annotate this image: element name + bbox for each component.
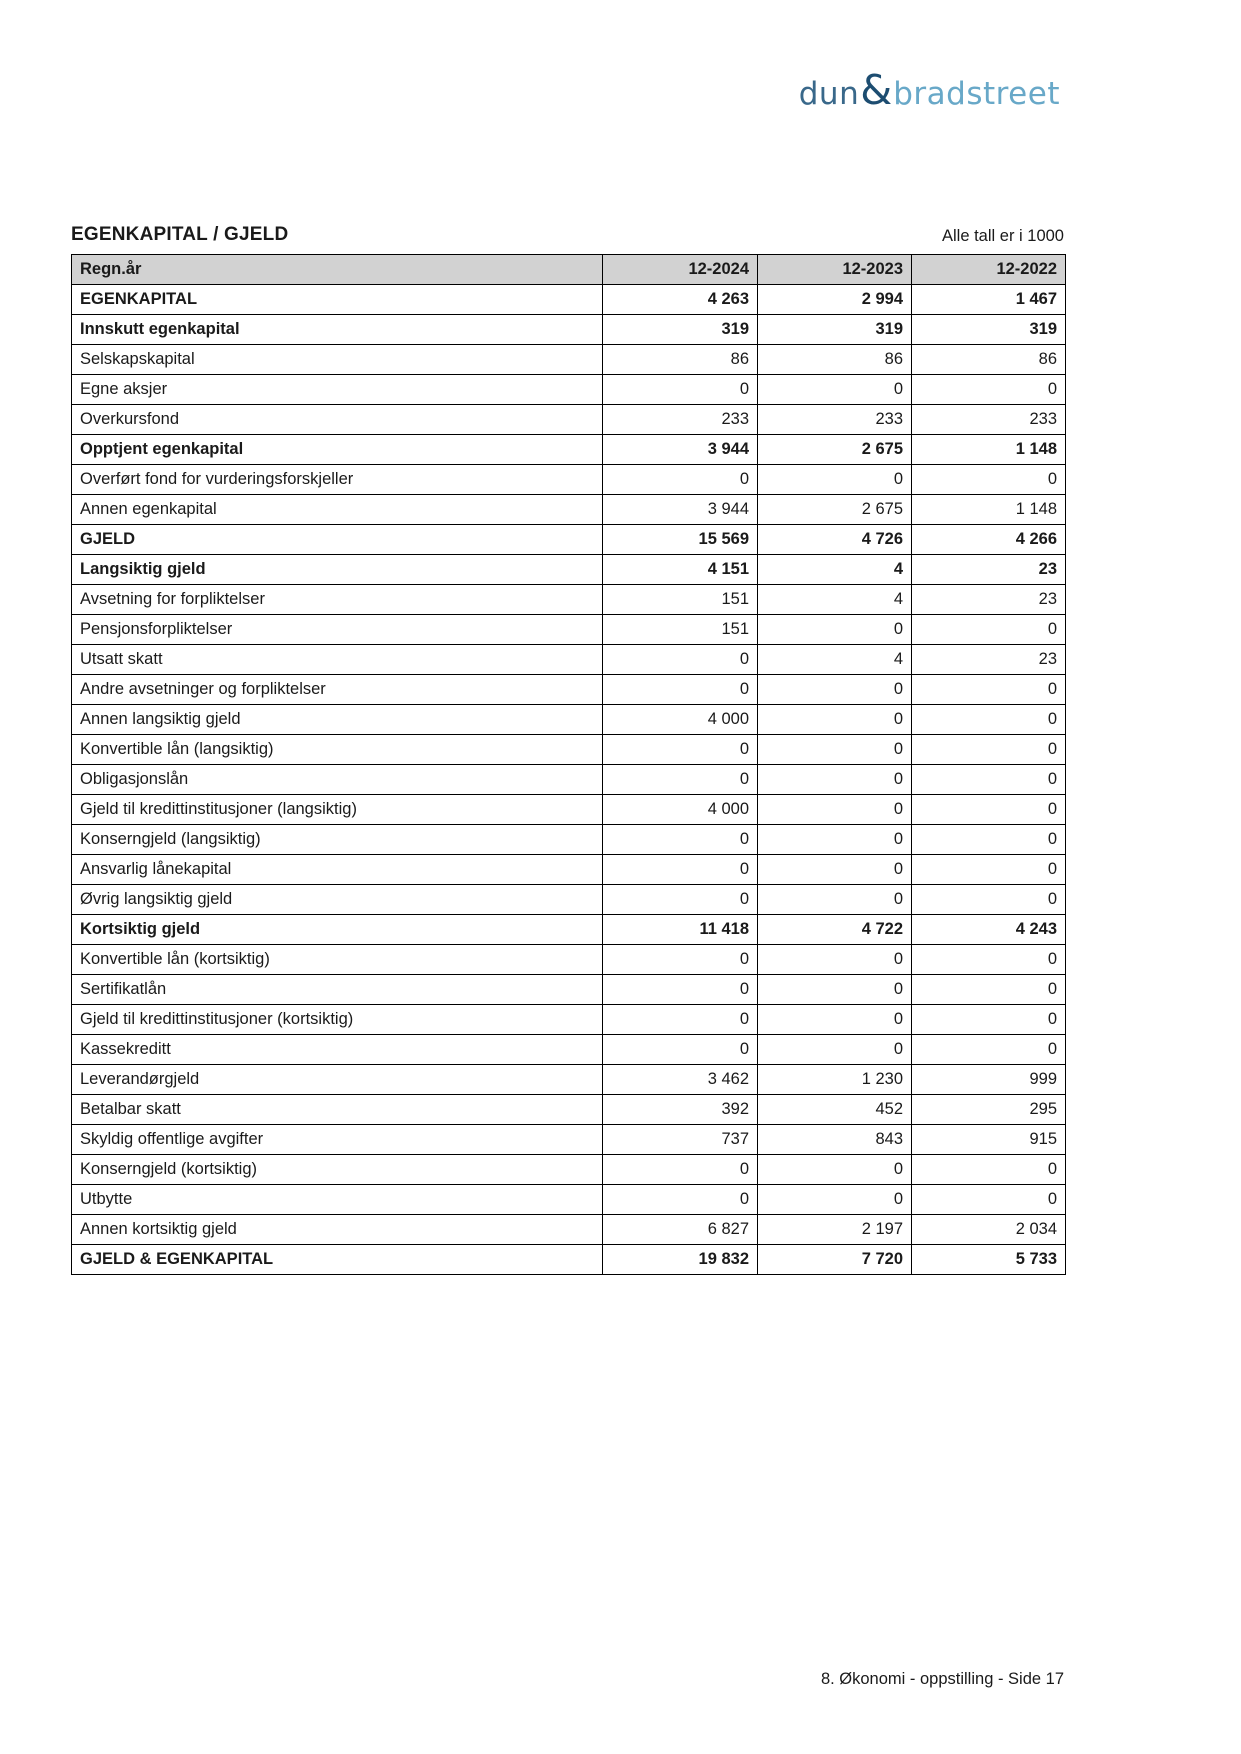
value-cell: 0: [758, 765, 912, 795]
value-cell: 0: [603, 885, 758, 915]
value-cell: 0: [603, 645, 758, 675]
dun-and-bradstreet-logo: [798, 66, 1060, 114]
value-cell: 4 266: [912, 525, 1066, 555]
table-row: [72, 825, 1066, 855]
table-row: [72, 975, 1066, 1005]
row-label-cell: Annen langsiktig gjeld: [72, 705, 603, 735]
value-cell: 3 944: [603, 435, 758, 465]
table-row: [72, 885, 1066, 915]
value-cell: 23: [912, 645, 1066, 675]
year-column-header-2022: 12-2022: [912, 255, 1066, 285]
value-cell: 0: [758, 735, 912, 765]
year-column-header-2023: 12-2023: [758, 255, 912, 285]
value-cell: 0: [603, 765, 758, 795]
value-cell: 11 418: [603, 915, 758, 945]
value-cell: 2 675: [758, 495, 912, 525]
logo-text-bradstreet: bradstreet: [893, 76, 1060, 112]
row-label-cell: Utbytte: [72, 1185, 603, 1215]
value-cell: 3 944: [603, 495, 758, 525]
value-cell: 23: [912, 555, 1066, 585]
value-cell: 0: [603, 855, 758, 885]
row-label-cell: EGENKAPITAL: [72, 285, 603, 315]
table-row: [72, 495, 1066, 525]
row-label-cell: Leverandørgjeld: [72, 1065, 603, 1095]
value-cell: 0: [912, 375, 1066, 405]
value-cell: 4 263: [603, 285, 758, 315]
value-cell: 86: [758, 345, 912, 375]
value-cell: 6 827: [603, 1215, 758, 1245]
value-cell: 0: [603, 1185, 758, 1215]
table-row: [72, 645, 1066, 675]
row-label-cell: Skyldig offentlige avgifter: [72, 1125, 603, 1155]
value-cell: 0: [912, 1155, 1066, 1185]
value-cell: 0: [912, 705, 1066, 735]
value-cell: 1 230: [758, 1065, 912, 1095]
table-row: [72, 345, 1066, 375]
page-footer: 8. Økonomi - oppstilling - Side 17: [820, 1670, 1064, 1688]
value-cell: 4 151: [603, 555, 758, 585]
value-cell: 0: [603, 975, 758, 1005]
value-cell: 0: [758, 975, 912, 1005]
value-cell: 2 675: [758, 435, 912, 465]
value-cell: 843: [758, 1125, 912, 1155]
value-cell: 2 197: [758, 1215, 912, 1245]
table-row: [72, 945, 1066, 975]
value-cell: 0: [912, 675, 1066, 705]
value-cell: 86: [912, 345, 1066, 375]
value-cell: 0: [912, 975, 1066, 1005]
value-cell: 319: [758, 315, 912, 345]
value-cell: 0: [912, 615, 1066, 645]
value-cell: 0: [912, 1035, 1066, 1065]
value-cell: 2 034: [912, 1215, 1066, 1245]
value-cell: 452: [758, 1095, 912, 1125]
row-label-cell: Obligasjonslån: [72, 765, 603, 795]
value-cell: 295: [912, 1095, 1066, 1125]
value-cell: 151: [603, 585, 758, 615]
value-cell: 3 462: [603, 1065, 758, 1095]
value-cell: 0: [912, 1005, 1066, 1035]
value-cell: 4 726: [758, 525, 912, 555]
value-cell: 4 722: [758, 915, 912, 945]
value-cell: 0: [758, 1005, 912, 1035]
logo-text-dun: dun: [798, 76, 860, 112]
table-row: [72, 1215, 1066, 1245]
value-cell: 737: [603, 1125, 758, 1155]
value-cell: 0: [758, 375, 912, 405]
value-cell: 233: [758, 405, 912, 435]
row-label-cell: Øvrig langsiktig gjeld: [72, 885, 603, 915]
value-cell: 319: [912, 315, 1066, 345]
value-cell: 0: [603, 825, 758, 855]
row-label-cell: Andre avsetninger og forpliktelser: [72, 675, 603, 705]
value-cell: 0: [912, 735, 1066, 765]
row-label-cell: Konserngjeld (langsiktig): [72, 825, 603, 855]
table-row: [72, 1005, 1066, 1035]
value-cell: 0: [603, 375, 758, 405]
value-cell: 23: [912, 585, 1066, 615]
table-row: [72, 855, 1066, 885]
value-cell: 1 148: [912, 495, 1066, 525]
row-label-cell: Sertifikatlån: [72, 975, 603, 1005]
value-cell: 1 467: [912, 285, 1066, 315]
value-cell: 4: [758, 555, 912, 585]
table-row: [72, 795, 1066, 825]
value-cell: 4: [758, 645, 912, 675]
table-row: [72, 915, 1066, 945]
balance-sheet-table: [71, 254, 1066, 1275]
row-label-cell: Innskutt egenkapital: [72, 315, 603, 345]
value-cell: 319: [603, 315, 758, 345]
row-label-cell: GJELD & EGENKAPITAL: [72, 1245, 603, 1275]
value-cell: 0: [758, 1155, 912, 1185]
value-cell: 0: [603, 675, 758, 705]
value-cell: 0: [603, 1155, 758, 1185]
value-cell: 0: [758, 885, 912, 915]
table-row: [72, 525, 1066, 555]
value-cell: 0: [912, 795, 1066, 825]
value-cell: 0: [758, 675, 912, 705]
value-cell: 392: [603, 1095, 758, 1125]
value-cell: 19 832: [603, 1245, 758, 1275]
row-label-cell: Konvertible lån (kortsiktig): [72, 945, 603, 975]
value-cell: 0: [758, 945, 912, 975]
page-title: EGENKAPITAL / GJELD: [71, 224, 289, 245]
value-cell: 0: [603, 1035, 758, 1065]
value-cell: 0: [912, 855, 1066, 885]
table-row: [72, 465, 1066, 495]
row-label-cell: GJELD: [72, 525, 603, 555]
value-cell: 0: [912, 885, 1066, 915]
value-cell: 4 000: [603, 705, 758, 735]
value-cell: 0: [603, 1005, 758, 1035]
table-row: [72, 585, 1066, 615]
value-cell: 0: [758, 465, 912, 495]
value-cell: 0: [912, 765, 1066, 795]
table-row: [72, 315, 1066, 345]
table-row: [72, 675, 1066, 705]
value-cell: 0: [912, 1185, 1066, 1215]
value-cell: 0: [758, 705, 912, 735]
table-row: [72, 1125, 1066, 1155]
value-cell: 86: [603, 345, 758, 375]
value-cell: 2 994: [758, 285, 912, 315]
value-cell: 0: [912, 465, 1066, 495]
value-cell: 4 000: [603, 795, 758, 825]
value-cell: 233: [603, 405, 758, 435]
table-row: [72, 555, 1066, 585]
table-row: [72, 1155, 1066, 1185]
table-row: [72, 1185, 1066, 1215]
table-row: [72, 1035, 1066, 1065]
table-row: [72, 1095, 1066, 1125]
table-row: [72, 735, 1066, 765]
row-label-cell: Gjeld til kredittinstitusjoner (kortsiktig): [72, 1005, 603, 1035]
value-cell: 999: [912, 1065, 1066, 1095]
table-header-row: [72, 255, 1066, 285]
row-label-cell: Opptjent egenkapital: [72, 435, 603, 465]
table-row: [72, 285, 1066, 315]
row-label-cell: Ansvarlig lånekapital: [72, 855, 603, 885]
table-row: [72, 375, 1066, 405]
table-body: [72, 285, 1066, 1275]
table-row: [72, 615, 1066, 645]
value-cell: 4: [758, 585, 912, 615]
year-column-header-2024: 12-2024: [603, 255, 758, 285]
value-cell: 0: [758, 825, 912, 855]
table-row: [72, 1065, 1066, 1095]
row-label-cell: Egne aksjer: [72, 375, 603, 405]
value-cell: 0: [758, 1035, 912, 1065]
logo-ampersand-icon: &: [860, 66, 893, 114]
value-cell: 15 569: [603, 525, 758, 555]
row-label-cell: Annen egenkapital: [72, 495, 603, 525]
row-label-cell: Avsetning for forpliktelser: [72, 585, 603, 615]
value-cell: 0: [758, 1185, 912, 1215]
table-row: [72, 765, 1066, 795]
row-label-cell: Annen kortsiktig gjeld: [72, 1215, 603, 1245]
row-label-cell: Selskapskapital: [72, 345, 603, 375]
value-cell: 1 148: [912, 435, 1066, 465]
value-cell: 0: [603, 945, 758, 975]
row-label-cell: Kortsiktig gjeld: [72, 915, 603, 945]
value-cell: 915: [912, 1125, 1066, 1155]
table-row: [72, 705, 1066, 735]
row-label-cell: Overkursfond: [72, 405, 603, 435]
value-cell: 5 733: [912, 1245, 1066, 1275]
value-cell: 151: [603, 615, 758, 645]
value-cell: 0: [758, 855, 912, 885]
value-cell: 7 720: [758, 1245, 912, 1275]
section-header: [71, 214, 1064, 246]
row-label-cell: Utsatt skatt: [72, 645, 603, 675]
value-cell: 0: [912, 945, 1066, 975]
value-cell: 0: [758, 615, 912, 645]
row-label-cell: Overført fond for vurderingsforskjeller: [72, 465, 603, 495]
table-row: [72, 435, 1066, 465]
value-cell: 0: [758, 795, 912, 825]
row-label-cell: Betalbar skatt: [72, 1095, 603, 1125]
value-cell: 0: [603, 735, 758, 765]
row-label-cell: Langsiktig gjeld: [72, 555, 603, 585]
row-label-header: Regn.år: [72, 255, 603, 285]
row-label-cell: Gjeld til kredittinstitusjoner (langsiktig): [72, 795, 603, 825]
row-label-cell: Kassekreditt: [72, 1035, 603, 1065]
value-cell: 4 243: [912, 915, 1066, 945]
table-row: [72, 405, 1066, 435]
unit-note: Alle tall er i 1000: [942, 227, 1064, 245]
row-label-cell: Konserngjeld (kortsiktig): [72, 1155, 603, 1185]
row-label-cell: Konvertible lån (langsiktig): [72, 735, 603, 765]
value-cell: 0: [603, 465, 758, 495]
row-label-cell: Pensjonsforpliktelser: [72, 615, 603, 645]
table-row: [72, 1245, 1066, 1275]
value-cell: 233: [912, 405, 1066, 435]
value-cell: 0: [912, 825, 1066, 855]
